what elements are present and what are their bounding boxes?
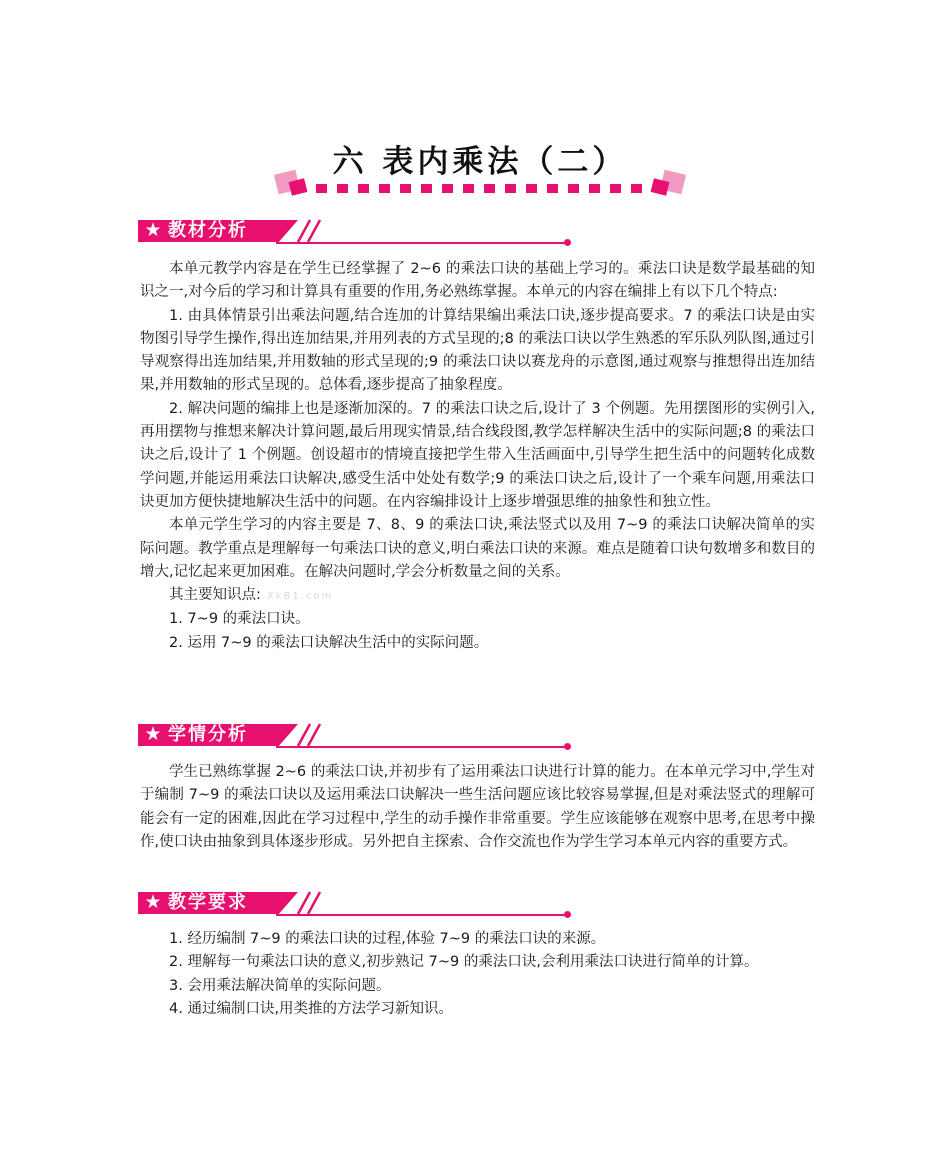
section-header-analysis (138, 218, 438, 246)
chapter-title: 六 表内乘法（二） (332, 144, 628, 180)
knowledge-point: 1. 7~9 的乘法口诀。 (169, 611, 310, 628)
star-icon: ★ (144, 723, 162, 745)
paragraph: 学生已熟练掌握 2~6 的乘法口诀,并初步有了运用乘法口诀进行计算的能力。在本单元学习中,学生对于编制 7~9 的乘法口诀以及运用乘法口诀解决一些生活问题应该比较容易掌握,但是对乘法竖式的理解可能会有一定的困难,因此在学习过程中,学生的动手操作非常重要。学生应该能够在观察中思考,在思考中操作,使口诀由抽象到具体逐步形成。另外把自主探索、合作交流也作为学生学习本单元内容的重要方式。 (140, 764, 815, 850)
requirements-content (140, 928, 815, 1021)
requirement-item: 1. 经历编制 7~9 的乘法口诀的过程,体验 7~9 的乘法口诀的来源。 (169, 931, 606, 947)
requirement-item: 2. 理解每一句乘法口诀的意义,初步熟记 7~9 的乘法口诀,会利用乘法口诀进行简单的计算。 (169, 954, 759, 971)
paragraph: 2. 解决问题的编排上也是逐渐加深的。7 的乘法口诀之后,设计了 3 个例题。先用摆图形的实例引入,再用摆物与推想来解决计算问题,最后用现实情景,结合线段图,教学怎样解决生活中的实际问题;8 的乘法口诀之后,设计了 1 个例题。创设超市的情境直接把学生带入生活画面中,引导学生把生活中的问题转化成数学问题,并能运用乘法口诀解决,感受生活中处处有数学;9 的乘法口诀之后,设计了一个乘车问题,用乘法口诀更加方便快捷地解决生活中的问题。在内容编排设计上逐步增强思维的抽象性和独立性。 (140, 400, 815, 510)
knowledge-point: 2. 运用 7~9 的乘法口诀解决生活中的实际问题。 (169, 634, 489, 651)
star-icon: ★ (144, 219, 162, 241)
requirement-item: 3. 会用乘法解决简单的实际问题。 (169, 977, 391, 994)
learning-content (140, 761, 815, 854)
section-rule (276, 746, 566, 748)
paragraph: 本单元教学内容是在学生已经掌握了 2~6 的乘法口诀的基础上学习的。乘法口诀是数学最基础的知识之一,对今后的学习和计算具有重要的作用,务必熟练掌握。本单元的内容在编排上有以下几个特点: (140, 261, 815, 301)
slash-decoration (288, 890, 328, 916)
star-icon: ★ (144, 891, 162, 913)
analysis-content (140, 258, 815, 655)
slash-decoration (288, 722, 328, 748)
section-title: 教材分析 (168, 220, 248, 241)
rule-end-dot (564, 743, 571, 750)
rule-end-dot (564, 911, 571, 918)
paragraph: 1. 由具体情景引出乘法问题,结合连加的计算结果编出乘法口诀,逐步提高要求。7 的乘法口诀是由实物图引导学生操作,得出连加结果,并用列表的方式呈现的;8 的乘法口诀以学生熟悉的军乐队列队图,通过引导观察得出连加结果,并用数轴的形式呈现的;9 的乘法口诀以赛龙舟的示意图,通过观察与推想得出连加结果,并用数轴的形式呈现的。总体看,逐步提高了抽象程度。 (140, 307, 815, 394)
section-header-requirements (138, 890, 438, 918)
section-title: 学情分析 (168, 724, 248, 745)
slash-decoration (288, 218, 328, 244)
title-decoration (270, 166, 690, 206)
section-title: 教学要求 (168, 892, 248, 913)
rule-end-dot (564, 239, 571, 246)
section-rule (276, 914, 566, 916)
knowledge-intro: 其主要知识点: XkB1.com (169, 587, 334, 604)
requirement-item: 4. 通过编制口诀,用类推的方法学习新知识。 (169, 1000, 454, 1017)
section-header-learning (138, 722, 438, 750)
section-rule (276, 242, 566, 244)
paragraph: 本单元学生学习的内容主要是 7、8、9 的乘法口诀,乘法竖式以及用 7~9 的乘法口诀解决简单的实际问题。教学重点是理解每一句乘法口诀的意义,明白乘法口诀的来源。难点是随着口诀句数增多和数目的增大,记忆起来更加困难。在解决问题时,学会分析数量之间的关系。 (140, 517, 815, 580)
watermark: XkB1.com (266, 591, 334, 603)
